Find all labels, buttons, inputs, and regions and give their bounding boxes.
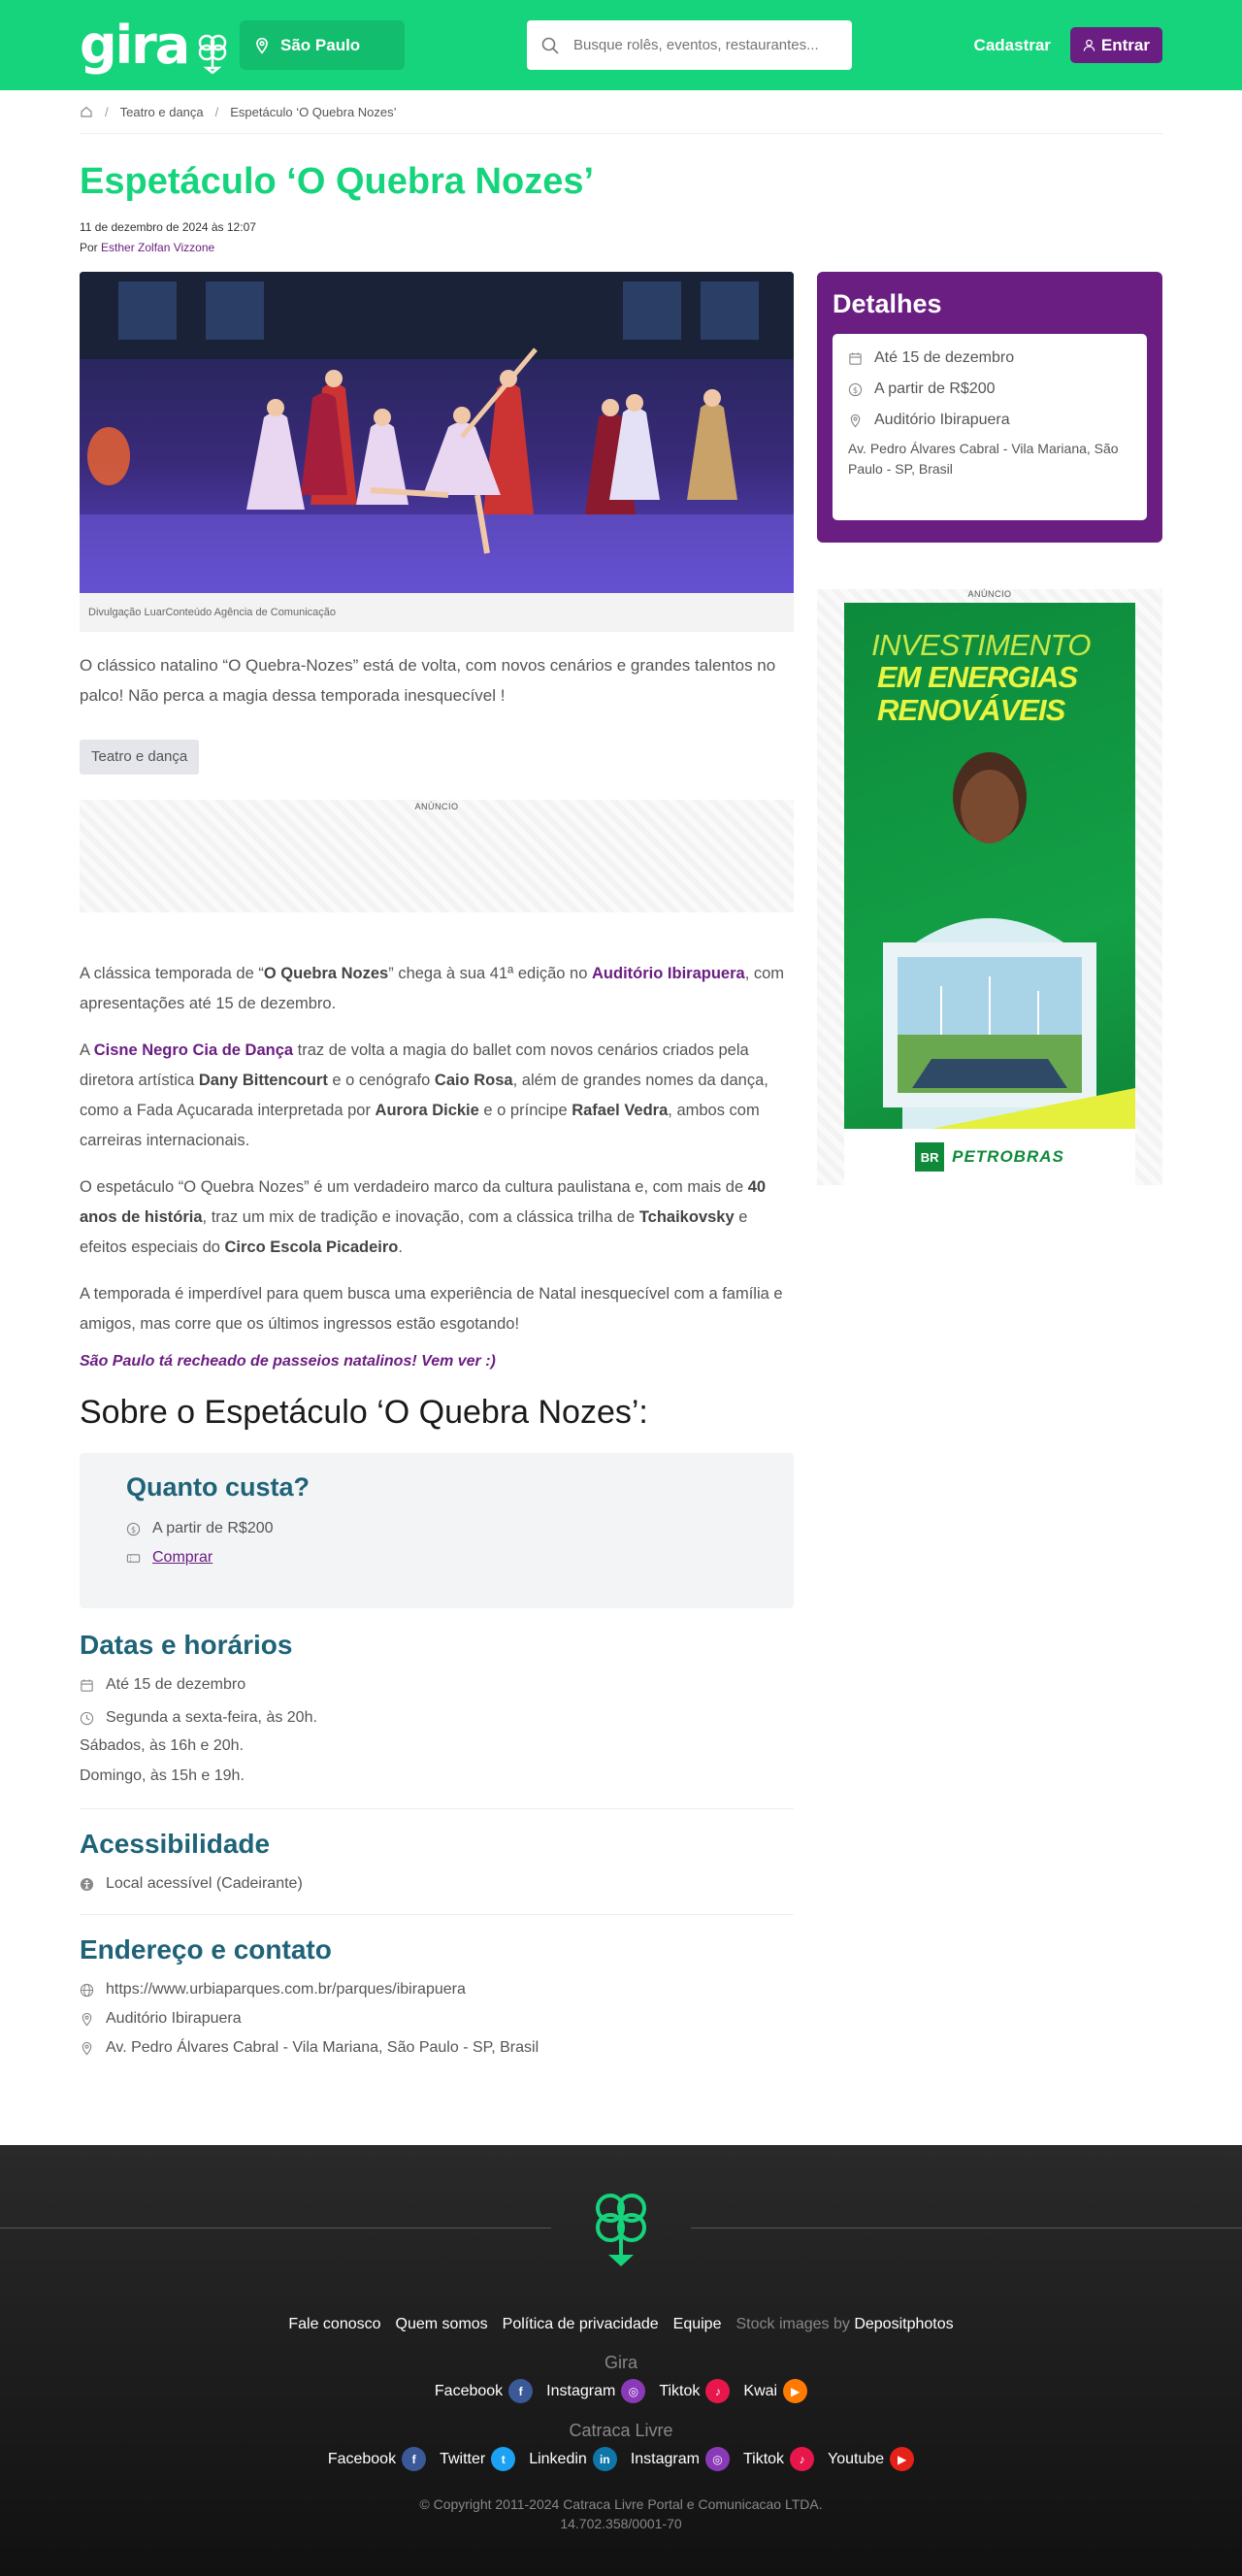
city-label: São Paulo (280, 35, 361, 54)
footer-link-about[interactable]: Quem somos (395, 2316, 488, 2332)
accessibility-row (80, 1875, 794, 1893)
gira-socials (0, 2379, 1242, 2403)
price-card (80, 1453, 794, 1608)
catraca-linkedin-link[interactable]: Linkedin in (529, 2447, 617, 2471)
publish-date: 11 de dezembro de 2024 às 12:07 (80, 220, 256, 234)
location-pin-icon (80, 2041, 94, 2056)
breadcrumb (80, 90, 1162, 134)
paragraph-4: A temporada é imperdível para quem busca uma experiência de Natal inesquecível com a família e amigos, mas corre que os últimos ingressos estão esgotando! (80, 1285, 783, 1333)
tiktok-icon: ♪ (790, 2447, 814, 2471)
search-icon[interactable] (540, 36, 560, 55)
footer-link-contact[interactable]: Fale conosco (288, 2316, 381, 2332)
details-inner (833, 334, 1147, 520)
paragraph-3: O espetáculo “O Quebra Nozes” é um verdadeiro marco da cultura paulistana e, com mais de 40 anos de história, traz um mix de tradição e inovação, com a clássica trilha de Tchaikovsky e efeitos especiais do Circo Escola Picadeiro. (80, 1178, 767, 1256)
accessibility-heading: Acessibilidade (80, 1829, 271, 1859)
dates-weekdays: Segunda a sexta-feira, às 20h. (106, 1709, 317, 1726)
sidebar-ad[interactable] (817, 589, 1162, 1185)
sidebar (817, 272, 1162, 1185)
venue-row (80, 2010, 794, 2028)
logo-text: gira (80, 15, 189, 76)
about-heading: Sobre o Espetáculo ‘O Quebra Nozes’: (80, 1394, 648, 1431)
breadcrumb-current: Espetáculo ‘O Quebra Nozes’ (230, 104, 397, 119)
copyright-text: © Copyright 2011-2024 Catraca Livre Portal e Comunicacao LTDA. (419, 2496, 823, 2512)
gira-logo[interactable] (80, 15, 240, 76)
user-icon (1083, 39, 1095, 51)
gira-social-title: Gira (604, 2353, 637, 2372)
details-heading: Detalhes (833, 289, 942, 318)
banner-footer (844, 1129, 1135, 1185)
buy-link[interactable]: Comprar (152, 1549, 213, 1566)
calendar-icon (848, 351, 863, 366)
image-caption: Divulgação LuarConteúdo Agência de Comunicação (80, 593, 794, 632)
linkedin-icon: in (593, 2447, 617, 2471)
search-input[interactable] (573, 37, 835, 53)
catraca-social-title: Catraca Livre (569, 2421, 673, 2440)
accessibility-icon (80, 1877, 94, 1892)
article-lead: O clássico natalino “O Quebra-Nozes” está de volta, com novos cenários e grandes talentos no palco! Não perca a magia dessa temporada inesquecível ! (80, 656, 776, 705)
breadcrumb-separator: / (214, 104, 219, 119)
address-heading: Endereço e contato (80, 1934, 332, 1965)
header-actions (974, 27, 1162, 63)
details-card (817, 272, 1162, 543)
venue-name: Auditório Ibirapuera (106, 2010, 242, 2027)
breadcrumb-category[interactable]: Teatro e dança (119, 104, 204, 119)
category-tag[interactable]: Teatro e dança (80, 740, 199, 775)
catraca-youtube-link[interactable]: Youtube ▶ (828, 2447, 914, 2471)
dates-sunday: Domingo, às 15h e 19h. (80, 1767, 245, 1784)
website-link[interactable]: https://www.urbiaparques.com.br/parques/ibirapuera (106, 1981, 466, 1998)
venue-link[interactable]: Auditório Ibirapuera (592, 965, 745, 982)
kwai-icon: ▶ (783, 2379, 807, 2403)
price-value: A partir de R$200 (152, 1520, 274, 1536)
dates-heading: Datas e horários (80, 1630, 293, 1660)
catraca-socials (0, 2447, 1242, 2471)
globe-icon (80, 1983, 94, 1998)
price-heading: Quanto custa? (126, 1472, 310, 1502)
dates-until-row (80, 1676, 794, 1694)
accessibility-section (80, 1875, 794, 1893)
ad-label: ANÚNCIO (967, 589, 1012, 599)
author-prefix: Por (80, 241, 98, 254)
footer-link-team[interactable]: Equipe (672, 2316, 722, 2332)
details-price: A partir de R$200 (874, 380, 996, 397)
site-footer (0, 2145, 1242, 2576)
instagram-icon: ◎ (621, 2379, 645, 2403)
clover-icon (196, 25, 229, 66)
section-divider (80, 1808, 794, 1809)
gira-tiktok-link[interactable]: Tiktok ♪ (659, 2379, 730, 2403)
instagram-icon: ◎ (705, 2447, 730, 2471)
details-until-row (848, 349, 1131, 367)
home-icon[interactable] (80, 105, 93, 118)
search-box (527, 20, 852, 70)
price-row (126, 1520, 747, 1537)
dates-saturday: Sábados, às 16h e 20h. (80, 1737, 245, 1754)
gira-instagram-link[interactable]: Instagram ◎ (546, 2379, 645, 2403)
christmas-tours-link[interactable]: São Paulo tá recheado de passeios natalinos! Vem ver :) (80, 1353, 496, 1370)
details-venue-row (848, 412, 1131, 429)
details-venue: Auditório Ibirapuera (874, 412, 1010, 428)
catraca-facebook-link[interactable]: Facebook f (328, 2447, 426, 2471)
banner-illustration (844, 603, 1135, 1185)
clock-icon (80, 1711, 94, 1726)
author-link[interactable]: Esther Zolfan Vizzone (101, 241, 215, 254)
dance-company-link[interactable]: Cisne Negro Cia de Dança (93, 1041, 294, 1059)
cnpj-text: 14.702.358/0001-70 (560, 2516, 682, 2531)
ticket-icon (126, 1551, 141, 1566)
copyright (0, 2494, 1242, 2533)
buy-row (126, 1549, 747, 1567)
inline-ad[interactable] (80, 800, 794, 912)
footer-links (0, 2316, 1242, 2333)
stock-credit: Stock images by Depositphotos (735, 2316, 954, 2332)
page-title: Espetáculo ‘O Quebra Nozes’ (80, 161, 595, 202)
city-selector[interactable] (240, 20, 405, 70)
street-address: Av. Pedro Álvares Cabral - Vila Mariana, São Paulo - SP, Brasil (106, 2039, 539, 2056)
dollar-icon (126, 1522, 141, 1536)
website-row (80, 1981, 794, 1998)
location-pin-icon (80, 2012, 94, 2027)
ad-label: ANÚNCIO (414, 802, 459, 811)
footer-link-privacy[interactable]: Política de privacidade (502, 2316, 659, 2332)
petrobras-banner[interactable] (844, 603, 1135, 1185)
svg-text:$: $ (130, 1524, 137, 1535)
content-area (80, 272, 1162, 2135)
article-body (80, 272, 794, 2057)
breadcrumb-separator: / (105, 104, 109, 119)
tiktok-icon: ♪ (705, 2379, 730, 2403)
street-row (80, 2039, 794, 2057)
location-pin-icon (253, 37, 271, 54)
details-price-row (848, 380, 1131, 398)
facebook-icon: f (402, 2447, 426, 2471)
footer-divider (691, 2228, 1242, 2229)
br-logo-icon: BR (915, 1142, 944, 1172)
ballet-stage-illustration (80, 272, 794, 593)
paragraph-1: A clássica temporada de “O Quebra Nozes” chega à sua 41ª edição no Auditório Ibirapuera, com apresentações até 15 de dezembro. (80, 965, 785, 1012)
dates-until: Até 15 de dezembro (106, 1676, 246, 1693)
catraca-tiktok-link[interactable]: Tiktok ♪ (743, 2447, 814, 2471)
twitter-icon: t (491, 2447, 515, 2471)
details-street: Av. Pedro Álvares Cabral - Vila Mariana, São Paulo - SP, Brasil (848, 441, 1119, 477)
login-label: Entrar (1100, 35, 1150, 54)
gira-kwai-link[interactable]: Kwai ▶ (743, 2379, 807, 2403)
login-button[interactable] (1070, 27, 1162, 63)
address-section (80, 1981, 794, 2057)
svg-text:$: $ (852, 384, 859, 395)
catraca-instagram-link[interactable]: Instagram ◎ (631, 2447, 730, 2471)
banner-line-2: EM ENERGIAS RENOVÁVEIS (877, 660, 1078, 727)
catraca-twitter-link[interactable]: Twitter t (440, 2447, 515, 2471)
banner-brand: PETROBRAS (952, 1147, 1064, 1166)
youtube-icon: ▶ (890, 2447, 914, 2471)
author-line (80, 241, 1162, 254)
accessibility-item: Local acessível (Cadeirante) (106, 1875, 303, 1892)
paragraph-2: A Cisne Negro Cia de Dança traz de volta a magia do ballet com novos cenários criados pela diretora artística Dany Bittencourt e o cenógrafo Caio Rosa, além de grandes nomes da dança, como a Fada Açucarada interpretada por Aurora Dickie e o príncipe Rafael Vedra, ambos com carreiras internacionais. (80, 1041, 768, 1149)
section-divider (80, 1914, 794, 1915)
footer-divider (0, 2228, 551, 2229)
details-until: Até 15 de dezembro (874, 349, 1015, 366)
dates-weekdays-row (80, 1709, 794, 1727)
dollar-icon (848, 382, 863, 397)
clover-logo-icon[interactable] (587, 2189, 655, 2271)
depositphotos-link[interactable]: Depositphotos (854, 2316, 954, 2332)
gira-facebook-link[interactable]: Facebook f (435, 2379, 533, 2403)
signup-link[interactable]: Cadastrar (973, 35, 1051, 54)
hero-image (80, 272, 794, 593)
dates-section (80, 1676, 794, 1787)
location-pin-icon (848, 413, 863, 428)
banner-line-1: INVESTIMENTO (871, 628, 1091, 662)
facebook-icon: f (508, 2379, 533, 2403)
site-header (0, 0, 1242, 90)
calendar-icon (80, 1678, 94, 1693)
